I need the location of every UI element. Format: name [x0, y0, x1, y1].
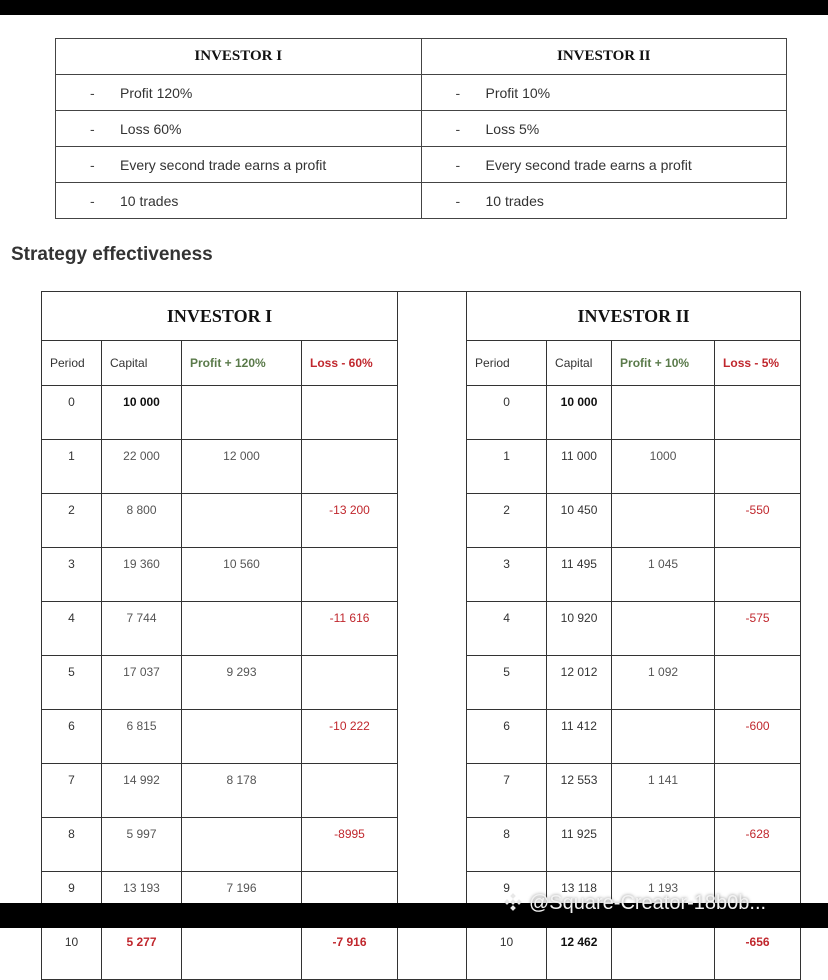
- bullet-dash: -: [90, 192, 95, 209]
- investor-2-period-cell: 6: [467, 710, 547, 764]
- investor-1-capital-cell: 17 037: [102, 656, 182, 710]
- investor-1-capital-cell: 5 997: [102, 818, 182, 872]
- investor-2-period-cell: 7: [467, 764, 547, 818]
- investor-2-profit-cell: [612, 602, 715, 656]
- investor-2-period-cell: 4: [467, 602, 547, 656]
- condition-text: Every second trade earns a profit: [485, 156, 692, 173]
- investor-2-loss-cell: [715, 764, 801, 818]
- investor-2-capital-cell: 12 012: [547, 656, 612, 710]
- investor-2-capital-cell: 11 925: [547, 818, 612, 872]
- investor-2-capital-cell: 10 000: [547, 386, 612, 440]
- investor-1-loss-cell: -7 916: [302, 926, 398, 980]
- investor-2-period-cell: 2: [467, 494, 547, 548]
- conditions-cell-investor-2: [421, 111, 787, 147]
- binance-logo-icon: [503, 893, 523, 913]
- investor-2-capital-cell: 11 495: [547, 548, 612, 602]
- investor-1-capital-cell: 13 193: [102, 872, 182, 926]
- strategy-effectiveness-table: [41, 291, 801, 980]
- investor-2-col-period: Period: [467, 341, 547, 386]
- bullet-dash: -: [90, 84, 95, 101]
- investor-1-profit-cell: 9 293: [182, 656, 302, 710]
- investor-1-period-cell: 8: [42, 818, 102, 872]
- table-row: [42, 710, 801, 764]
- investor-1-period-cell: 7: [42, 764, 102, 818]
- investor-1-capital-cell: 6 815: [102, 710, 182, 764]
- investor-1-loss-cell: -11 616: [302, 602, 398, 656]
- table-row: [42, 602, 801, 656]
- investor-2-loss-cell: -550: [715, 494, 801, 548]
- conditions-cell-investor-1: [56, 75, 422, 111]
- investor-1-period-cell: 5: [42, 656, 102, 710]
- investor-2-profit-cell: 1000: [612, 440, 715, 494]
- conditions-row: [56, 75, 787, 111]
- bullet-dash: -: [455, 120, 461, 137]
- condition-text: Profit 120%: [120, 84, 193, 101]
- table-row: [42, 818, 801, 872]
- investor-1-period-cell: 3: [42, 548, 102, 602]
- conditions-header-investor-1: INVESTOR I: [56, 39, 422, 75]
- conditions-cell-investor-1: [56, 147, 422, 183]
- condition-text: Loss 60%: [120, 120, 182, 137]
- spacer-cell: [398, 764, 467, 818]
- investor-2-loss-cell: [715, 440, 801, 494]
- top-black-bar: [0, 0, 828, 15]
- bullet-dash: -: [455, 156, 461, 173]
- investor-1-capital-cell: 19 360: [102, 548, 182, 602]
- investor-2-col-profit: Profit + 10%: [612, 341, 715, 386]
- investor-2-profit-cell: 1 045: [612, 548, 715, 602]
- investor-2-period-cell: 9: [467, 872, 547, 926]
- conditions-row: [56, 183, 787, 219]
- spacer-cell: [398, 341, 467, 386]
- investor-2-profit-cell: [612, 926, 715, 980]
- investor-2-profit-cell: [612, 818, 715, 872]
- investor-1-profit-cell: [182, 494, 302, 548]
- investor-1-profit-cell: [182, 926, 302, 980]
- investor-2-capital-cell: 12 462: [547, 926, 612, 980]
- bullet-dash: -: [455, 192, 461, 209]
- investor-2-col-capital: Capital: [547, 341, 612, 386]
- investor-2-capital-cell: 13 118: [547, 872, 612, 926]
- spacer-cell: [398, 386, 467, 440]
- investor-1-period-cell: 10: [42, 926, 102, 980]
- watermark: [503, 892, 766, 914]
- spacer-cell: [398, 656, 467, 710]
- investor-2-profit-cell: [612, 494, 715, 548]
- table-row: [42, 548, 801, 602]
- investor-1-col-profit: Profit + 120%: [182, 341, 302, 386]
- investor-2-profit-cell: 1 193: [612, 872, 715, 926]
- investor-1-profit-cell: [182, 386, 302, 440]
- investor-1-capital-cell: 5 277: [102, 926, 182, 980]
- spacer-cell: [398, 818, 467, 872]
- investor-2-period-cell: 1: [467, 440, 547, 494]
- investor-2-profit-cell: 1 092: [612, 656, 715, 710]
- bullet-dash: -: [90, 120, 95, 137]
- investor-1-loss-cell: [302, 386, 398, 440]
- investor-2-period-cell: 3: [467, 548, 547, 602]
- investor-2-profit-cell: [612, 710, 715, 764]
- investor-1-period-cell: 4: [42, 602, 102, 656]
- investor-1-loss-cell: [302, 548, 398, 602]
- investor-2-capital-cell: 12 553: [547, 764, 612, 818]
- investor-1-capital-cell: 7 744: [102, 602, 182, 656]
- investor-2-loss-cell: -628: [715, 818, 801, 872]
- conditions-cell-investor-1: [56, 111, 422, 147]
- bullet-dash: -: [90, 156, 95, 173]
- investor-2-loss-cell: -656: [715, 926, 801, 980]
- investor-1-profit-cell: [182, 602, 302, 656]
- investor-1-col-loss: Loss - 60%: [302, 341, 398, 386]
- section-title: Strategy effectiveness: [11, 244, 213, 265]
- investor-1-period-cell: 0: [42, 386, 102, 440]
- condition-text: 10 trades: [120, 192, 179, 209]
- investor-1-profit-cell: [182, 818, 302, 872]
- investor-2-title: INVESTOR II: [467, 292, 801, 341]
- table-row: [42, 494, 801, 548]
- investor-2-capital-cell: 10 450: [547, 494, 612, 548]
- investor-1-profit-cell: 12 000: [182, 440, 302, 494]
- bullet-dash: -: [455, 84, 461, 101]
- spacer-cell: [398, 710, 467, 764]
- investor-1-loss-cell: [302, 656, 398, 710]
- table-row: [42, 764, 801, 818]
- spacer-cell: [398, 548, 467, 602]
- spacer-cell: [398, 440, 467, 494]
- investor-2-period-cell: 0: [467, 386, 547, 440]
- investor-2-capital-cell: 10 920: [547, 602, 612, 656]
- conditions-row: [56, 147, 787, 183]
- investor-2-profit-cell: 1 141: [612, 764, 715, 818]
- investor-1-loss-cell: [302, 440, 398, 494]
- investor-1-loss-cell: -8995: [302, 818, 398, 872]
- conditions-cell-investor-2: [421, 147, 787, 183]
- condition-text: Profit 10%: [485, 84, 551, 101]
- spacer-cell: [398, 602, 467, 656]
- table-row: [42, 440, 801, 494]
- conditions-cell-investor-2: [421, 75, 787, 111]
- investor-2-period-cell: 10: [467, 926, 547, 980]
- investor-2-loss-cell: -600: [715, 710, 801, 764]
- investor-2-capital-cell: 11 000: [547, 440, 612, 494]
- table-row: [42, 926, 801, 980]
- investor-2-period-cell: 8: [467, 818, 547, 872]
- investor-1-period-cell: 9: [42, 872, 102, 926]
- investor-2-capital-cell: 11 412: [547, 710, 612, 764]
- investor-1-profit-cell: 10 560: [182, 548, 302, 602]
- investor-conditions-table: [55, 38, 787, 219]
- investor-1-period-cell: 2: [42, 494, 102, 548]
- investor-1-loss-cell: -10 222: [302, 710, 398, 764]
- conditions-row: [56, 111, 787, 147]
- conditions-cell-investor-2: [421, 183, 787, 219]
- investor-2-loss-cell: [715, 656, 801, 710]
- investor-1-capital-cell: 8 800: [102, 494, 182, 548]
- spacer-cell: [398, 292, 467, 341]
- investor-1-profit-cell: 8 178: [182, 764, 302, 818]
- table-row: [42, 656, 801, 710]
- investor-1-profit-cell: [182, 710, 302, 764]
- condition-text: 10 trades: [485, 192, 544, 209]
- investor-1-period-cell: 1: [42, 440, 102, 494]
- investor-2-loss-cell: [715, 386, 801, 440]
- spacer-cell: [398, 494, 467, 548]
- investor-1-title: INVESTOR I: [42, 292, 398, 341]
- investor-1-capital-cell: 22 000: [102, 440, 182, 494]
- investor-1-loss-cell: -13 200: [302, 494, 398, 548]
- conditions-header-investor-2: INVESTOR II: [421, 39, 787, 75]
- investor-1-col-period: Period: [42, 341, 102, 386]
- table-row: [42, 386, 801, 440]
- investor-2-loss-cell: -575: [715, 602, 801, 656]
- condition-text: Every second trade earns a profit: [120, 156, 327, 173]
- watermark-text: @Square-Creator-18b0b...: [529, 892, 767, 914]
- condition-text: Loss 5%: [485, 120, 540, 137]
- investor-2-period-cell: 5: [467, 656, 547, 710]
- conditions-cell-investor-1: [56, 183, 422, 219]
- investor-1-profit-cell: 7 196: [182, 872, 302, 926]
- investor-1-capital-cell: 10 000: [102, 386, 182, 440]
- investor-2-loss-cell: [715, 548, 801, 602]
- investor-2-profit-cell: [612, 386, 715, 440]
- spacer-cell: [398, 926, 467, 980]
- investor-1-capital-cell: 14 992: [102, 764, 182, 818]
- investor-1-col-capital: Capital: [102, 341, 182, 386]
- investor-1-period-cell: 6: [42, 710, 102, 764]
- investor-2-col-loss: Loss - 5%: [715, 341, 801, 386]
- investor-1-loss-cell: [302, 764, 398, 818]
